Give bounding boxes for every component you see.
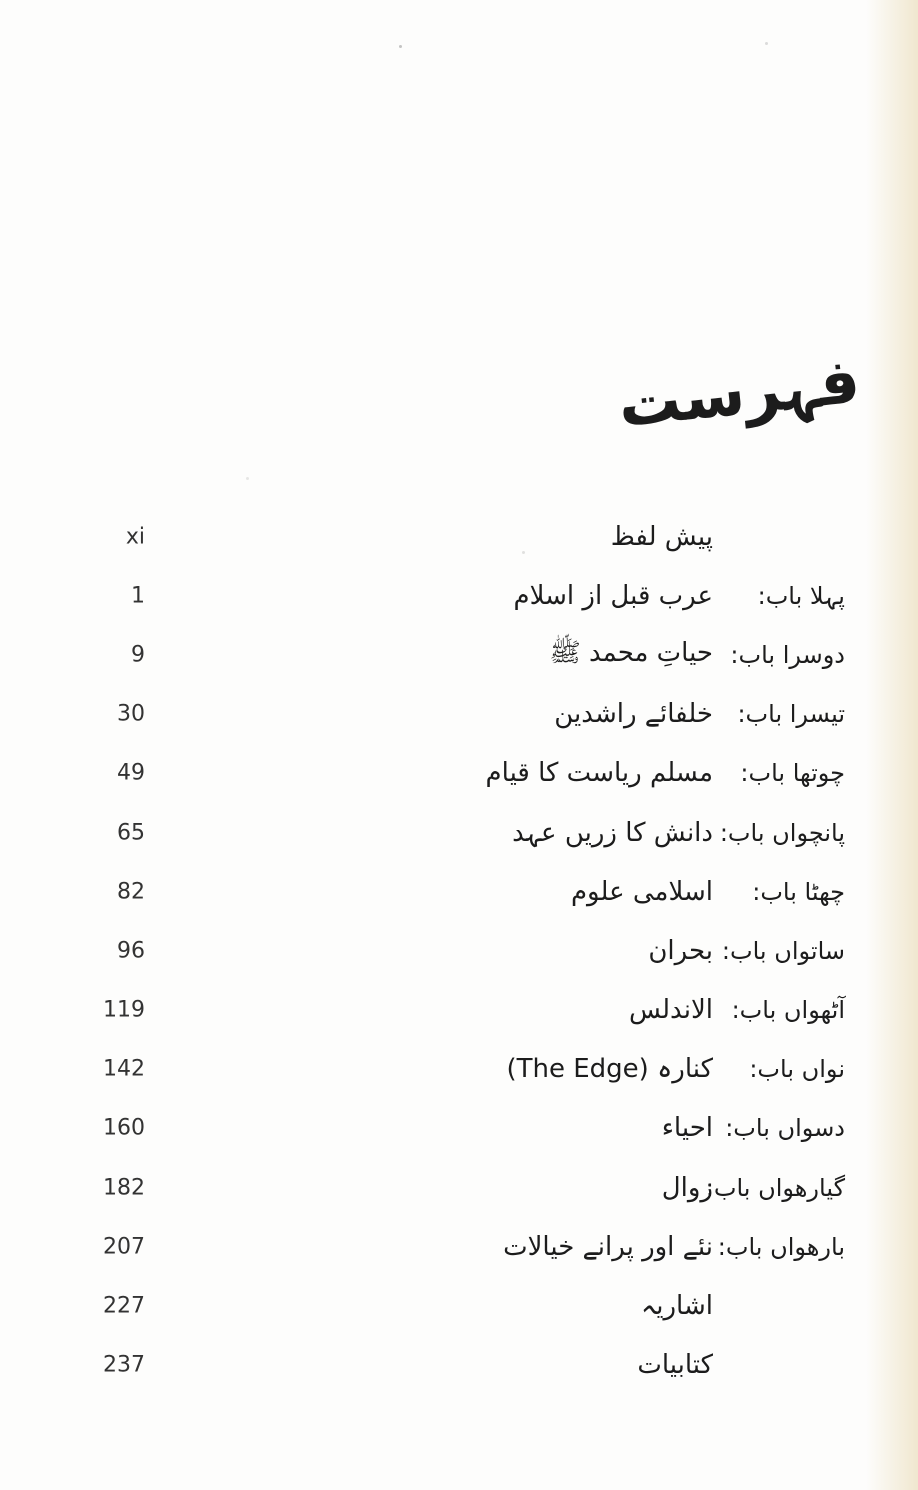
scan-speck — [246, 477, 249, 480]
toc-row — [0, 803, 918, 862]
toc-page-number: 237 — [103, 1352, 145, 1378]
toc-entry-title: عرب قبل از اسلام — [513, 580, 713, 611]
toc-entry-title: اسلامی علوم — [570, 876, 713, 907]
toc-page-number: 1 — [131, 583, 145, 609]
toc-chapter-label: ساتواں باب: — [721, 936, 845, 965]
toc-entry-title: الاندلس — [628, 995, 713, 1026]
toc-row — [0, 862, 918, 921]
toc-entry-title: مسلم ریاست کا قیام — [485, 758, 713, 789]
toc-page-number: 49 — [117, 760, 145, 786]
toc-row — [0, 921, 918, 980]
toc-row — [0, 1099, 918, 1158]
toc-entry-title: حیاتِ محمد ﷺ — [549, 637, 713, 668]
toc-page-number: 142 — [103, 1056, 145, 1082]
toc-row — [0, 625, 918, 684]
toc-row — [0, 566, 918, 625]
toc-row — [0, 1040, 918, 1099]
scan-speck — [399, 45, 402, 48]
toc-chapter-label: چوتھا باب: — [740, 759, 845, 788]
toc-page-number: 96 — [117, 938, 145, 964]
toc-page-number: 30 — [117, 701, 145, 727]
toc-row — [0, 1336, 918, 1395]
toc-chapter-label: پہلا باب: — [757, 581, 845, 610]
toc-chapter-label: آٹھواں باب: — [731, 996, 845, 1025]
toc-chapter-label: چھٹا باب: — [752, 877, 845, 906]
toc-entry-title: احیاء — [661, 1113, 713, 1144]
toc-row — [0, 685, 918, 744]
toc-row — [0, 981, 918, 1040]
toc-row — [0, 744, 918, 803]
toc-page-number: 119 — [103, 997, 145, 1023]
toc-page-number: 227 — [103, 1293, 145, 1319]
toc-page-number: 82 — [117, 879, 145, 905]
toc-row — [0, 1217, 918, 1276]
toc-page-number: xi — [125, 524, 145, 550]
toc-page-number: 160 — [103, 1115, 145, 1141]
toc-chapter-label: تیسرا باب: — [737, 700, 845, 729]
toc-chapter-label: دوسرا باب: — [730, 640, 845, 669]
toc-entry-title: پیش لفظ — [610, 521, 713, 552]
toc-chapter-label: گیارھواں باب: — [705, 1173, 845, 1202]
toc-chapter-label: پانچواں باب: — [719, 818, 845, 847]
toc-entry-title: اشاریہ — [641, 1291, 713, 1322]
toc-chapter-label: نواں باب: — [749, 1055, 845, 1084]
toc-entry-title: نئے اور پرانے خیالات — [503, 1231, 713, 1262]
toc-page-number: 207 — [103, 1234, 145, 1260]
toc-entry-title: کتابیات — [637, 1350, 713, 1381]
toc-entry-title: کنارہ (The Edge) — [506, 1054, 713, 1085]
toc-row — [0, 507, 918, 566]
toc-page-number: 65 — [117, 820, 145, 846]
toc-chapter-label: دسواں باب: — [725, 1114, 845, 1143]
toc-entry-title: بحران — [648, 935, 713, 966]
scan-speck — [765, 42, 768, 45]
toc-entry-title: خلفائے راشدین — [554, 699, 713, 730]
page-title: فہرست — [614, 343, 864, 442]
toc-chapter-label: بارھواں باب: — [717, 1232, 845, 1261]
toc-page-number: 9 — [131, 642, 145, 668]
toc-entry-title: دانش کا زریں عہد — [512, 817, 713, 848]
toc-row — [0, 1276, 918, 1335]
toc-row — [0, 1158, 918, 1217]
table-of-contents — [0, 507, 918, 1395]
toc-page-number: 182 — [103, 1175, 145, 1201]
toc-entry-title: زوال — [661, 1172, 713, 1203]
